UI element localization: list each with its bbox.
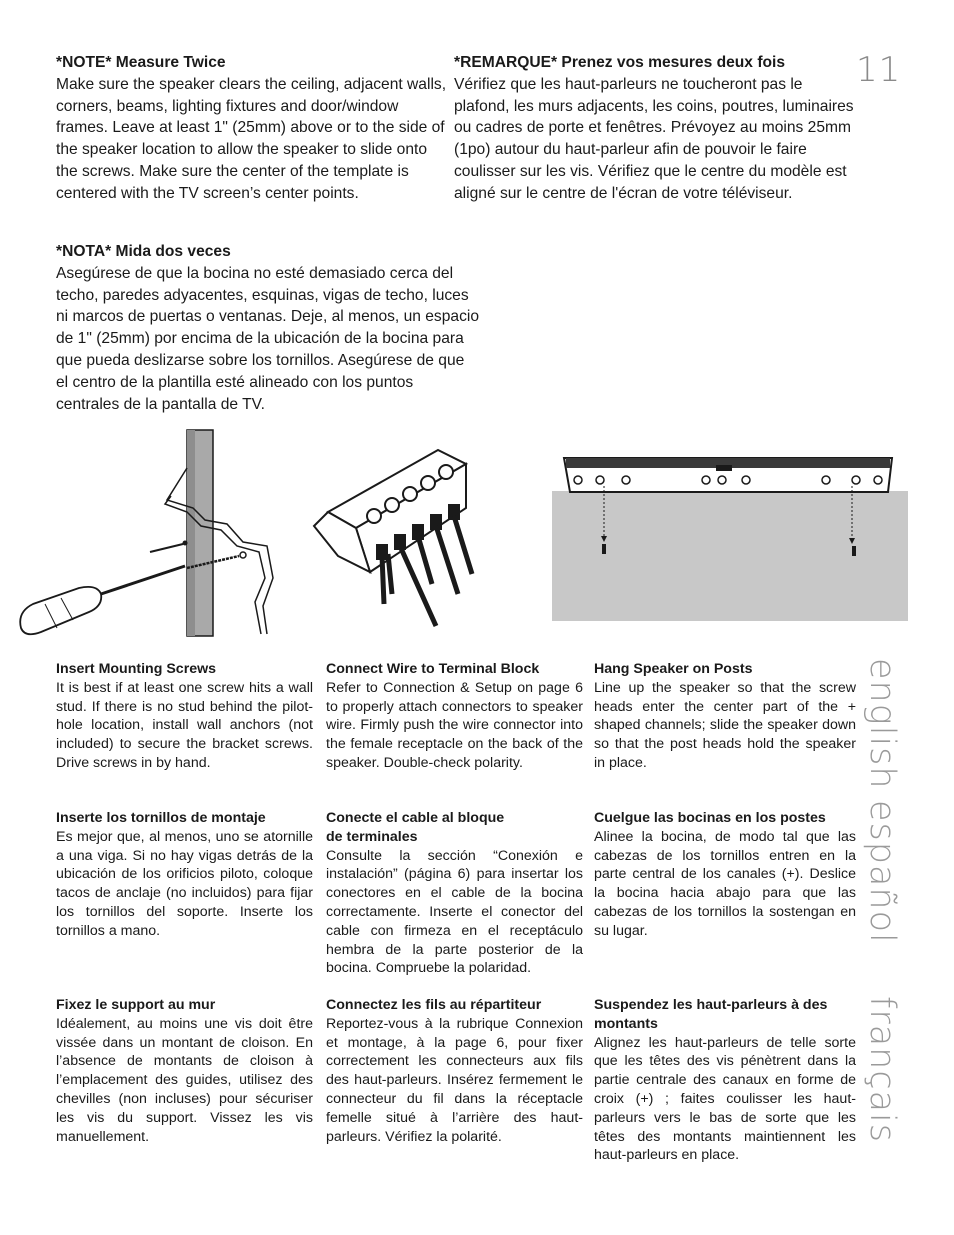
note-english [56,52,448,205]
step-col-2-fr [326,996,583,1146]
step-col-2-en [326,660,583,773]
stud-edge [187,430,195,636]
note-french [454,52,860,205]
step-body: Alinee la bocina, de modo tal que las cabezas de los tornillos entren en la parte central de los canales (+). Deslice la bocina hacia abajo para que las cabezas de los tornillos la sostengan en su lugar. [594,828,856,939]
speaker-wire-1 [382,554,392,604]
step-col-1-fr [56,996,313,1146]
step-col-3-fr [594,996,856,1165]
post-right [852,546,856,556]
page-number: 11 [856,50,902,90]
screw-1 [150,544,183,552]
terminal-block-illustration [308,444,478,634]
post-left [602,544,606,554]
step-body: Refer to Connection & Setup on page 6 to properly attach connectors to speaker wire. Firmly push the wire connector into the female receptacle on the back of the speaker. Double-check polarity. [326,679,583,771]
side-tab-english: english [862,658,902,790]
step-title-line-1: Conecte el cable al bloque [326,810,505,826]
side-tab-espanol: español [862,800,902,944]
note-french-title: *REMARQUE* Prenez vos mesures deux fois [454,54,786,71]
note-french-body: Vérifiez que les haut-parleurs ne toucheront pas le plafond, les murs adjacents, les coins, poutres, luminaires ou cadres de porte et fenêtres. Prévoyez au moins 25mm (1po) autour du haut-parleur afin de pouvoir le faire coulisser sur les vis. Vérifiez que le centre du modèle est aligné sur le centre de l'écran de votre téléviseur. [454,75,854,202]
step-title-line-2: de terminales [326,828,418,845]
step-col-3-es [594,809,856,941]
note-spanish-body: Asegúrese de que la bocina no esté demasiado cerca del techo, paredes adyacentes, esquinas, vigas de techo, luces ni marcos de puertas o ventanas. Deje, al menos, un espacio de 1" (25mm) por encima de la ubicación de la bocina para que pueda deslizarse sobre los tornillos. Asegúrese de que el centro de la plantilla esté alineado con los puntos centrales de la pantalla de TV. [56,264,480,413]
note-english-body: Make sure the speaker clears the ceiling, adjacent walls, corners, beams, lighting fixtures and door/window frames. Leave at least 1" (25mm) above or to the side of the speaker location to allow the speaker to slide onto the screws. Make sure the center of the template is centered with the TV screen’s center points. [56,75,447,202]
side-tab-francais: français [862,996,902,1143]
mounting-screws-illustration [15,428,285,638]
step-body: Alignez les haut-parleurs de telle sorte que les têtes des vis pénètrent dans la partie centrale des canaux en forme de croix (+) ; faites coulisser les haut-parleurs vers le bas de sorte que les têtes des montants maintiennent les haut-parleurs en place. [594,1034,856,1164]
step-body: Idéalement, au moins une vis doit être vissée dans un montant de cloison. En l’absence de montants de cloison à l’emplacement des guides, utilisez des chevilles (non incluses) pour sécuriser les vis du support. Vissez les vis manuellement. [56,1015,313,1145]
step-title: Inserte los tornillos de montaje [56,810,266,826]
step-title: Insert Mounting Screws [56,661,217,677]
step-title [326,809,583,847]
step-body: Es mejor que, al menos, uno se atornille a una viga. Si no hay vigas detrás de la ubicación de los orificios piloto, coloque tacos de anclaje (no incluidos) para fijar los tornillos del soporte. Inserte los tornillos a mano. [56,828,313,939]
step-body: Reportez-vous à la rubrique Connexion et montage, à la page 6, pour fixer correctement les connecteurs aux fils des haut-parleurs. Insérez fermement le connecteur du fil dans la réceptacle femelle situé à l’arrière des haut-parleurs. Vérifiez la polarité. [326,1015,583,1145]
note-spanish-title: *NOTA* Mida dos veces [56,243,231,260]
step-col-3-en [594,660,856,773]
step-col-2-es [326,809,583,978]
step-title: Suspendez les haut-parleurs à des montants [594,997,828,1032]
step-body: It is best if at least one screw hits a wall stud. If there is no stud behind the pilot-hole location, install wall anchors (not included) to secure the bracket screws. Drive screws in by hand. [56,679,313,771]
step-body: Line up the speaker so that the screw heads enter the center part of the + shaped channels; slide the speaker down so that the post heads hold the speaker in place. [594,679,856,771]
step-title: Hang Speaker on Posts [594,661,753,677]
step-title: Fixez le support au mur [56,997,216,1013]
wall-edge-right [165,496,265,634]
note-spanish [56,241,480,415]
screwdriver-handle [20,587,101,634]
step-col-1-es [56,809,313,941]
step-title: Connectez les fils au répartiteur [326,997,542,1013]
step-col-1-en [56,660,313,773]
step-title: Connect Wire to Terminal Block [326,661,540,677]
step-body: Consulte la sección “Conexión e instalación” (página 6) para insertar los conectores en el cable de la bocina correctamente. Inserte el conector del cable con firmeza en el receptáculo hembra de la parte posterior de la bocina. Compruebe la polaridad. [326,847,583,977]
note-english-title: *NOTE* Measure Twice [56,54,226,71]
step-title: Cuelgue las bocinas en los postes [594,810,826,826]
screwdriver-shaft [101,566,185,594]
hang-speaker-illustration [552,452,908,622]
